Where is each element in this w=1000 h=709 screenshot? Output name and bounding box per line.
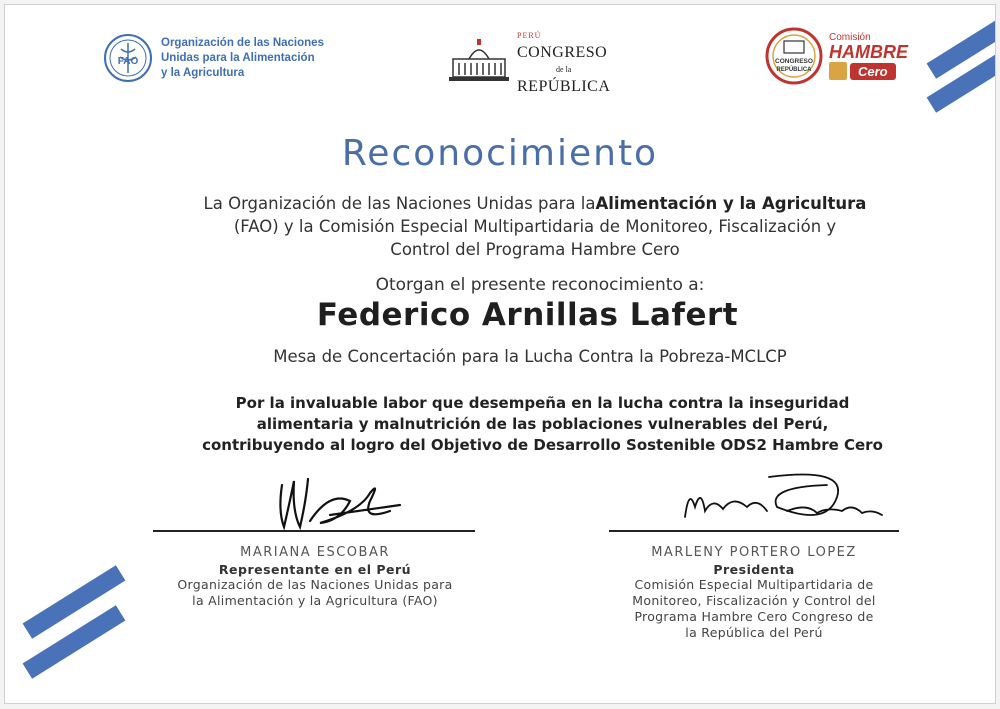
congress-building-icon [447,37,511,85]
hambre-word: HAMBRE [829,41,908,62]
right-signatory-detail: Programa Hambre Cero Congreso de [634,609,874,624]
right-signatory-detail: Comisión Especial Multipartidaria de [634,577,874,592]
reason-line: Por la invaluable labor que desempeña en la lucha contra la inseguridad [235,394,850,412]
intro-line-1 [5,192,996,215]
congreso-main-top: CONGRESO [517,44,608,61]
right-signatory-detail: la República del Perú [685,625,823,640]
intro-line-1-start: La Organización de las Naciones Unidas para la [203,194,596,213]
certificate-sheet [4,4,996,704]
congreso-peru: PERÚ [517,31,542,40]
left-signature-scribble [270,471,410,533]
intro-line-1-bold: Alimentación y la Agricultura [595,194,867,213]
left-signatory-detail: la Alimentación y la Agricultura (FAO) [192,593,438,608]
seal-text-top: CONGRESO [775,58,813,65]
right-signature-line [609,530,899,532]
right-signatory-role: Presidenta [713,562,795,577]
hambre-comision: Comisión [829,31,871,43]
seal-text-bottom: REPÚBLICA [776,67,812,73]
fao-line: y la Agricultura [161,66,245,79]
soup-bowl-icon [829,62,847,80]
congreso-de-la: de la [556,65,572,74]
otorgan-text: Otorgan el presente reconocimiento a: [375,275,705,295]
right-signatory [579,545,929,641]
congreso-wordmark [517,27,610,95]
fao-logo [103,33,324,83]
left-signature-line [153,530,475,532]
intro-text [5,192,996,261]
fao-line: Unidas para la Alimentación [161,51,315,64]
recipient-name: Federico Arnillas Lafert [316,297,739,333]
left-signatory-detail: Organización de las Naciones Unidas para [177,577,453,592]
hambre-cero-logo [765,27,908,85]
reason-line: alimentaria y malnutrición de las poblaciones vulnerables del Perú, [256,415,829,433]
right-signature-scribble [677,467,887,535]
congreso-logo [447,27,610,95]
congreso-main-bottom: REPÚBLICA [517,78,611,95]
congreso-seal-icon [765,27,823,85]
right-signatory-detail: Monitoreo, Fiscalización y Control del [632,593,876,608]
left-signatory-name: MARIANA ESCOBAR [240,545,390,560]
reason-text [5,393,996,456]
fao-emblem-icon [103,33,153,83]
right-signatory-name: MARLENY PORTERO LOPEZ [651,545,857,560]
recipient-organization: Mesa de Concertación para la Lucha Contra la Pobreza-MCLCP [273,347,787,366]
hambre-cero-word: Cero [850,63,896,80]
fao-logo-text [161,36,324,81]
fao-emblem-text: FAO [117,56,139,67]
fao-line: Organización de las Naciones [161,36,324,49]
left-signatory [135,545,495,609]
intro-line-2: (FAO) y la Comisión Especial Multipartidaria de Monitoreo, Fiscalización y [233,217,837,236]
reason-line: contribuyendo al logro del Objetivo de Desarrollo Sostenible ODS2 Hambre Cero [202,436,883,454]
left-signatory-role: Representante en el Perú [218,562,412,577]
hambre-cero-wordmark [829,32,908,81]
intro-line-3: Control del Programa Hambre Cero [390,240,680,259]
certificate-title: Reconocimiento [341,133,659,174]
